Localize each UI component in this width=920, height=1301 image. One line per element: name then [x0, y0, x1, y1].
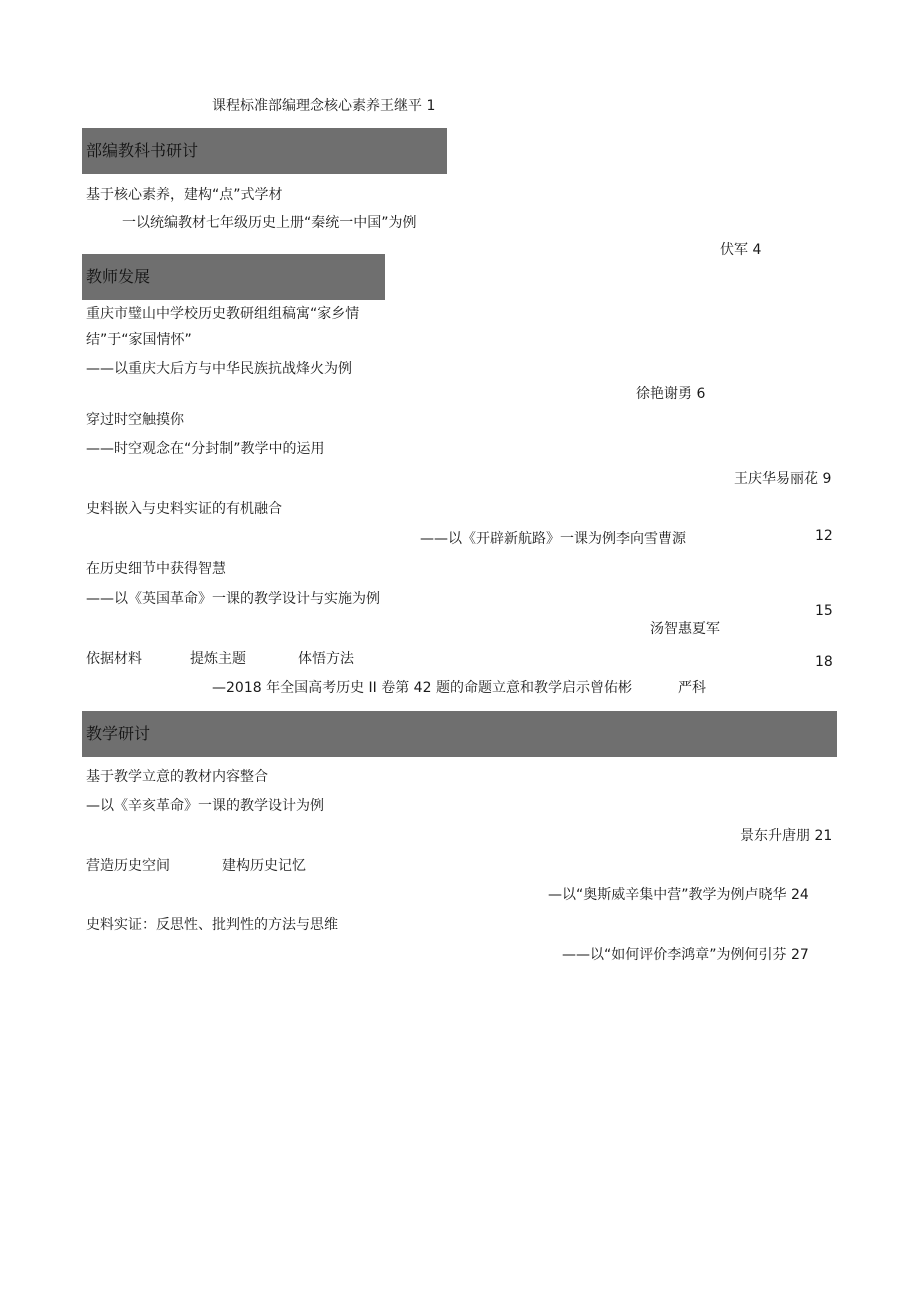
entry-author-page: 景东升唐朋 21	[740, 828, 833, 844]
section-header-teaching: 教学研讨	[82, 711, 837, 757]
entry-page: 12	[815, 528, 833, 544]
entry-title: 基于核心素养，建构“点”式学材	[86, 187, 283, 203]
entry-subtitle: ——以《开辟新航路》一课为例李向雪曹源	[420, 531, 686, 547]
entry-author-page: 王庆华易丽花 9	[734, 471, 832, 487]
entry-title-part: 提炼主题	[190, 651, 246, 667]
entry-title: 史料嵌入与史料实证的有机融合	[86, 501, 282, 517]
entry-subtitle: —以《辛亥革命》一课的教学设计为例	[86, 798, 324, 814]
intro-line: 课程标准部编理念核心素养王继平 1	[212, 98, 436, 114]
entry-title: 在历史细节中获得智慧	[86, 561, 226, 577]
entry-author-page: 徐艳谢勇 6	[636, 386, 706, 402]
entry-page: 18	[815, 654, 833, 670]
entry-subtitle: ——以“如何评价李鸿章”为例何引芬 27	[562, 947, 809, 963]
entry-title: 基于教学立意的教材内容整合	[86, 769, 268, 785]
entry-subtitle: ——时空观念在“分封制”教学中的运用	[86, 441, 325, 457]
entry-author: 汤智惠夏军	[650, 621, 720, 637]
entry-title: 结”于“家国情怀”	[86, 332, 192, 348]
entry-title: 史料实证：反思性、批判性的方法与思维	[86, 917, 338, 933]
entry-page: 15	[815, 603, 833, 619]
section-header-textbook: 部编教科书研讨	[82, 128, 447, 174]
entry-subtitle: 一以统编教材七年级历史上册“秦统一中国”为例	[122, 215, 417, 231]
entry-title: 穿过时空触摸你	[86, 412, 184, 428]
entry-subtitle: —2018 年全国高考历史 II 卷第 42 题的命题立意和教学启示曾佑彬	[212, 680, 632, 696]
entry-title-part: 体悟方法	[298, 651, 354, 667]
entry-title: 重庆市璧山中学校历史教研组组稿寓“家乡情	[86, 306, 360, 322]
entry-author-page: 伏军 4	[720, 242, 762, 258]
section-header-teacher: 教师发展	[82, 254, 385, 300]
entry-author: 严科	[678, 680, 706, 696]
entry-title-part: 营造历史空间	[86, 858, 170, 874]
entry-title-part: 依据材料	[86, 651, 142, 667]
entry-subtitle: ——以《英国革命》一课的教学设计与实施为例	[86, 591, 380, 607]
entry-title-part: 建构历史记忆	[222, 858, 306, 874]
entry-subtitle: ——以重庆大后方与中华民族抗战烽火为例	[86, 361, 352, 377]
entry-subtitle: —以“奥斯威辛集中营”教学为例卢晓华 24	[548, 887, 809, 903]
